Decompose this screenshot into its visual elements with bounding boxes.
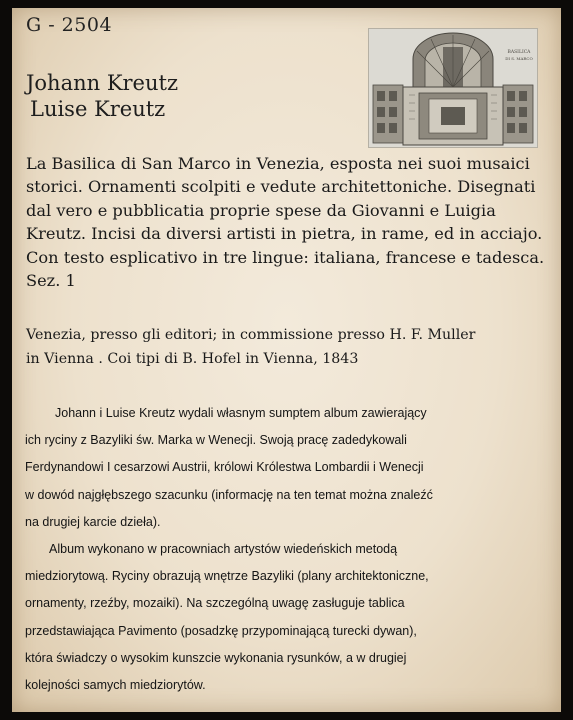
- description-line: ornamenty, rzeźby, mozaiki). Na szczególną uwagę zasługuje tablica: [25, 596, 405, 611]
- plate-caption: BASILICA: [507, 50, 531, 55]
- description-line: przedstawiająca Pavimento (posadzkę przypominającą turecki dywan),: [25, 623, 417, 638]
- title-line: Sez. 1: [26, 271, 76, 291]
- description-line: kolejności samych miedziorytów.: [25, 678, 206, 693]
- author-name: Johann Kreutz: [26, 71, 179, 95]
- description-line: Album wykonano w pracowniach artystów wiedeńskich metodą: [49, 542, 398, 557]
- author-names: [26, 70, 178, 122]
- author-name: Luise Kreutz: [30, 97, 166, 121]
- description-line: Ferdynandowi I cesarzowi Austrii, królowi Królestwa Lombardii i Wenecji: [25, 460, 424, 475]
- imprint-line: Venezia, presso gli editori; in commissione presso H. F. Muller: [26, 327, 476, 343]
- title-line: storici. Ornamenti scolpiti e vedute architettoniche. Disegnati: [26, 177, 536, 197]
- imprint-line: in Vienna . Coi tipi di B. Hofel in Vienna, 1843: [26, 351, 359, 367]
- plate-caption: DI S. MARCO: [505, 56, 533, 61]
- description-text: [25, 400, 551, 699]
- description-line: miedziorytową. Ryciny obrazują wnętrze Bazyliki (plany architektoniczne,: [25, 569, 429, 584]
- description-line: która świadczy o wysokim kunszcie wykonania rysunków, a w drugiej: [25, 650, 407, 665]
- title-line: Kreutz. Incisi da diversi artisti in pietra, in rame, ed in acciajo.: [26, 224, 543, 244]
- description-line: na drugiej karcie dzieła).: [25, 514, 161, 529]
- description-line: Johann i Luise Kreutz wydali własnym sumptem album zawierający: [55, 406, 427, 420]
- description-line: w dowód najgłębszego szacunku (informację na ten temat można znaleźć: [25, 487, 433, 502]
- basilica-floor-plan-image: [368, 28, 538, 148]
- title-line: Con testo esplicativo in tre lingue: italiana, francese e tadesca.: [26, 247, 545, 267]
- catalog-number: G - 2504: [26, 14, 113, 36]
- title-line: dal vero e pubblicatia proprie spese da Giovanni e Luigia: [26, 200, 496, 220]
- book-title: [26, 152, 554, 292]
- title-line: La Basilica di San Marco in Venezia, esposta nei suoi musaici: [26, 154, 530, 173]
- floor-plan-engraving: [369, 29, 537, 147]
- publication-imprint: [26, 323, 475, 371]
- catalog-card: [12, 8, 561, 712]
- description-line: ich ryciny z Bazyliki św. Marka w Wenecji. Swoją pracę zadedykowali: [25, 433, 407, 448]
